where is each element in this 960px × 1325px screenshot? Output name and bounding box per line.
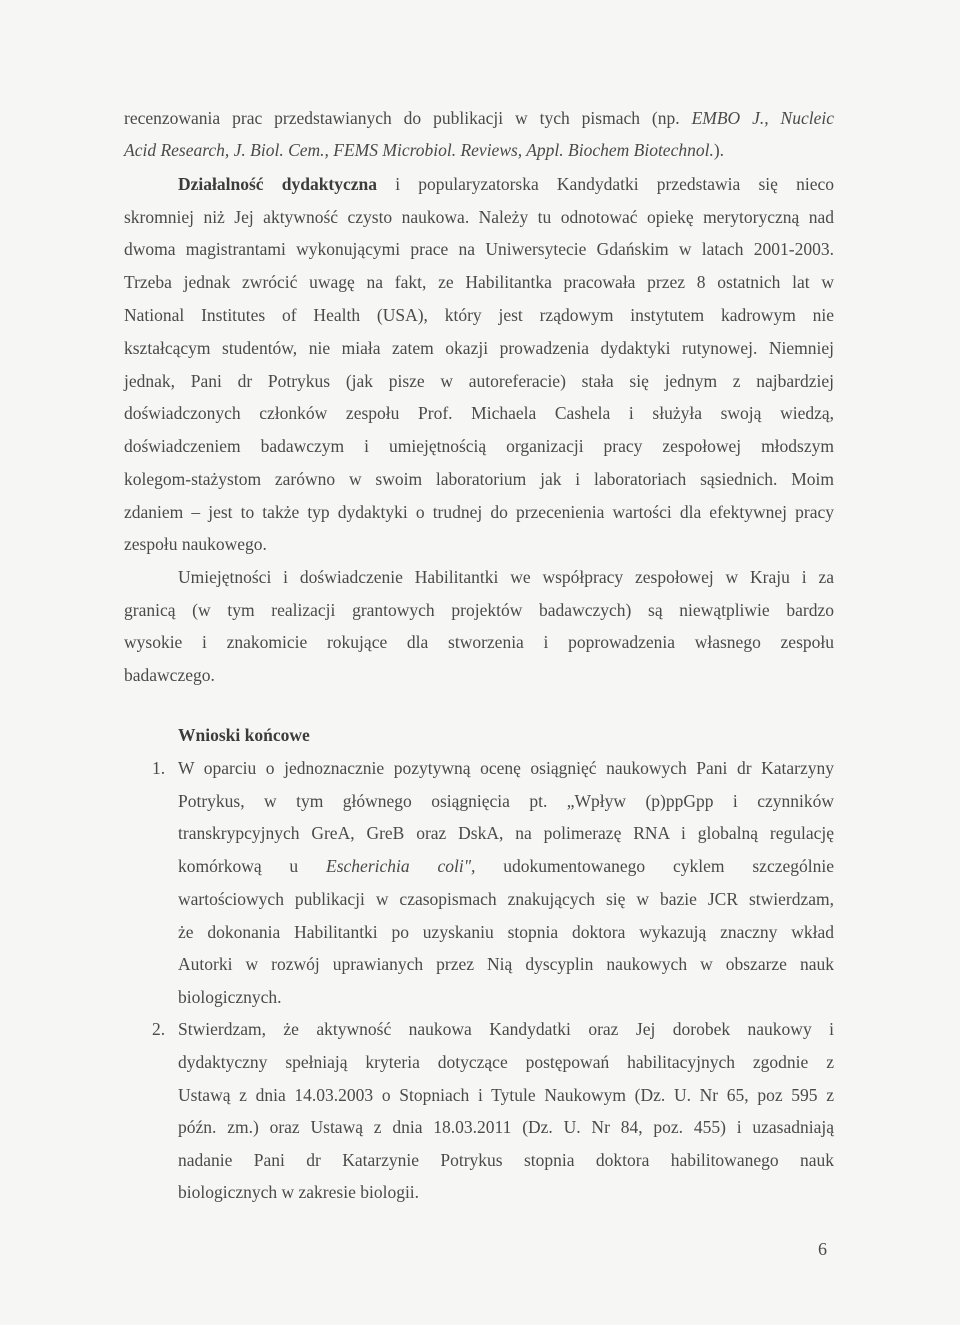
- journal-names-italic: EMBO J., Nucleic: [691, 108, 835, 128]
- para3-line4: badawczego.: [124, 665, 215, 685]
- item2-line4: późn. zm.) oraz Ustawą z dnia 18.03.2011 (Dz. U. Nr 84, poz. 455) i uzasadniają: [178, 1117, 834, 1137]
- item1-line2: Potrykus, w tym głównego osiągnięcia pt. „Wpływ (p)ppGpp i czynników: [178, 791, 834, 811]
- para2-line6: kształcącym studentów, nie miała zatem okazji prowadzenia dydaktyki rutynowej. Niemniej: [124, 338, 834, 358]
- conclusion-2-number: 2.: [152, 1019, 166, 1039]
- para1-line2: [124, 139, 724, 161]
- para2-line9: doświadczeniem badawczym i umiejętnością organizacji pracy zespołowej młodszym: [124, 436, 834, 456]
- page-number: 6: [818, 1239, 827, 1259]
- item1-line4: [178, 855, 834, 877]
- item1-line4-pre: komórkową u: [178, 856, 327, 876]
- item2-line5: nadanie Pani dr Katarzynie Potrykus stopnia doktora habilitowanego nauk: [178, 1150, 834, 1170]
- item1-line7: Autorki w rozwój uprawianych przez Nią dyscyplin naukowych w obszarze nauk: [178, 954, 834, 974]
- item2-line3: Ustawą z dnia 14.03.2003 o Stopniach i Tytule Naukowym (Dz. U. Nr 65, poz 595 z: [178, 1085, 834, 1105]
- para1-line2-end: ).: [713, 140, 725, 160]
- species-name-italic: Escherichia coli",: [326, 856, 476, 876]
- para2-line10: kolegom-stażystom zarówno w swoim laboratorium jak i laboratoriach sąsiednich. Moim: [124, 469, 834, 489]
- para2-line4: Trzeba jednak zwrócić uwagę na fakt, ze Habilitantka pracowała przez 8 ostatnich lat w: [124, 272, 834, 292]
- para2-line2: skromniej niż Jej aktywność czysto naukowa. Należy tu odnotować opiekę merytoryczną nad: [124, 207, 834, 227]
- para2-line7: jednak, Pani dr Potrykus (jak pisze w autoreferacie) stała się jednym z najbardziej: [124, 371, 834, 391]
- para3-line1: Umiejętności i doświadczenie Habilitantki we współpracy zespołowej w Kraju i za: [178, 567, 834, 587]
- para2-line1: [178, 173, 834, 195]
- para2-line11: zdaniem – jest to także typ dydaktyki o trudnej do przecenienia wartości dla efektywnej pracy: [124, 502, 834, 522]
- para2-line8: doświadczonych członków zespołu Prof. Michaela Cashela i służyła swoją wiedzą,: [124, 403, 834, 423]
- item1-line5: wartościowych publikacji w czasopismach znakujących się w bazie JCR stwierdzam,: [178, 889, 834, 909]
- item2-line2: dydaktyczny spełniają kryteria dotyczące postępowań habilitacyjnych zgodnie z: [178, 1052, 834, 1072]
- para2-line1-text: i popularyzatorska Kandydatki przedstawia się nieco: [395, 174, 834, 194]
- para2-line5: National Institutes of Health (USA), który jest rządowym instytutem kadrowym nie: [124, 305, 834, 325]
- journal-names-italic-2: Acid Research, J. Biol. Cem., FEMS Microbiol. Reviews, Appl. Biochem Biotechnol.: [124, 140, 714, 160]
- para3-line3: wysokie i znakomicie rokujące dla stworzenia i poprowadzenia własnego zespołu: [124, 632, 834, 652]
- para3-line2: granicą (w tym realizacji grantowych projektów badawczych) są niewątpliwie bardzo: [124, 600, 834, 620]
- item1-line1: W oparciu o jednoznacznie pozytywną ocenę osiągnięć naukowych Pani dr Katarzyny: [178, 758, 834, 778]
- para2-line3: dwoma magistrantami wykonującymi prace na Uniwersytecie Gdańskim w latach 2001-2003.: [124, 239, 834, 259]
- section-heading-dydaktyczna: Działalność dydaktyczna: [178, 174, 378, 194]
- para1-line1: [124, 107, 834, 129]
- item1-line3: transkrypcyjnych GreA, GreB oraz DskA, na polimerazę RNA i globalną regulację: [178, 823, 834, 843]
- conclusion-1-number: 1.: [152, 758, 166, 778]
- item1-line4-post: udokumentowanego cyklem szczególnie: [475, 856, 834, 876]
- conclusions-heading: Wnioski końcowe: [178, 725, 310, 745]
- para2-line12: zespołu naukowego.: [124, 534, 267, 554]
- item1-line8: biologicznych.: [178, 987, 282, 1007]
- item2-line1: Stwierdzam, że aktywność naukowa Kandydatki oraz Jej dorobek naukowy i: [178, 1019, 834, 1039]
- item1-line6: że dokonania Habilitantki po uzyskaniu stopnia doktora wykazują znaczny wkład: [178, 922, 834, 942]
- para1-line1-text: recenzowania prac przedstawianych do publikacji w tych pismach (np.: [124, 108, 692, 128]
- item2-line6: biologicznych w zakresie biologii.: [178, 1182, 420, 1202]
